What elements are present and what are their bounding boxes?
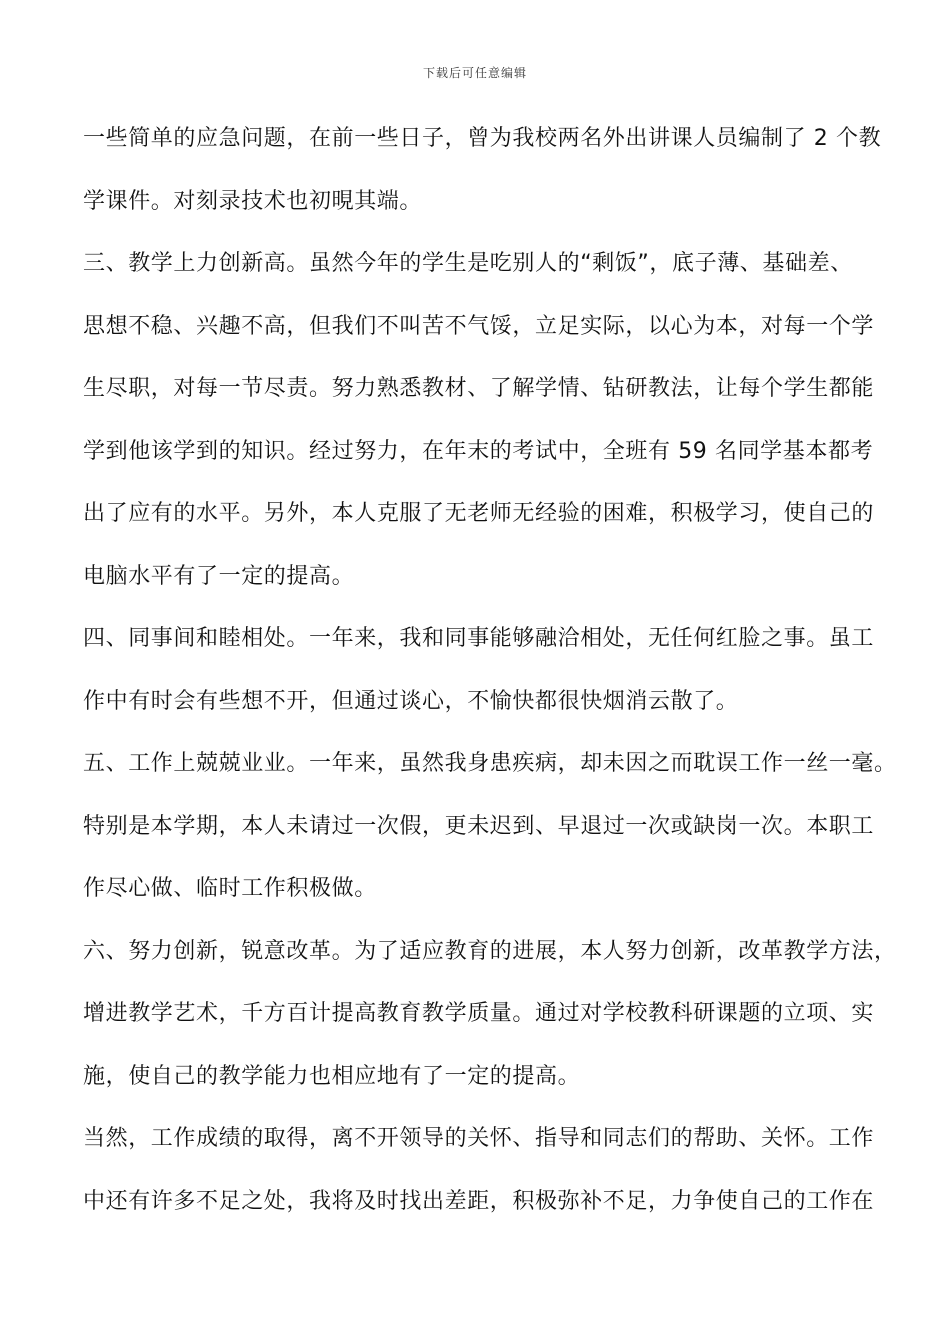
text-line: 增进教学艺术，千方百计提高教育教学质量。通过对学校教科研课题的立项、实 (83, 1001, 875, 1026)
text-line: 特别是本学期，本人未请过一次假，更未迟到、早退过一次或缺岗一次。本职工 (83, 813, 875, 839)
text-line: 五、工作上兢兢业业。一年来，虽然我身患疾病，却未因之而耽误工作一丝一毫。 (83, 751, 897, 776)
text-line: 作尽心做、临时工作积极做。 (83, 876, 377, 901)
text-line: 四、同事间和睦相处。一年来，我和同事能够融洽相处，无任何红脸之事。虽工 (83, 626, 875, 651)
text-line: 当然，工作成绩的取得，离不开领导的关怀、指导和同志们的帮助、关怀。工作 (83, 1126, 875, 1151)
text-line: 一些简单的应急问题，在前一些日子，曾为我校两名外出讲课人员编制了 2 个教 (83, 126, 882, 151)
text-line: 生尽职，对每一节尽责。努力熟悉教材、了解学情、钻研教法，让每个学生都能 (83, 376, 875, 401)
text-line: 三、教学上力创新高。虽然今年的学生是吃别人的“剩饭”，底子薄、基础差、 (83, 251, 853, 276)
page-header: 下载后可任意编辑 (422, 66, 527, 80)
text-line: 施，使自己的教学能力也相应地有了一定的提高。 (83, 1063, 581, 1089)
document-body (83, 108, 897, 1233)
text-line: 学到他该学到的知识。经过努力，在年末的考试中，全班有 59 名同学基本都考 (83, 438, 874, 464)
text-line: 思想不稳、兴趣不高，但我们不叫苦不气馁，立足实际，以心为本，对每一个学 (83, 313, 875, 339)
text-line: 出了应有的水平。另外，本人克服了无老师无经验的困难，积极学习，使自己的 (83, 501, 875, 526)
text-line: 作中有时会有些想不开，但通过谈心，不愉快都很快烟消云散了。 (83, 688, 739, 714)
text-line: 中还有许多不足之处，我将及时找出差距，积极弥补不足，力争使自己的工作在 (83, 1188, 875, 1214)
text-line: 电脑水平有了一定的提高。 (83, 563, 355, 589)
text-line: 学课件。对刻录技术也初晛其端。 (83, 188, 423, 214)
text-line: 六、努力创新，锐意改革。为了适应教育的进展，本人努力创新，改革教学方法， (83, 938, 897, 964)
